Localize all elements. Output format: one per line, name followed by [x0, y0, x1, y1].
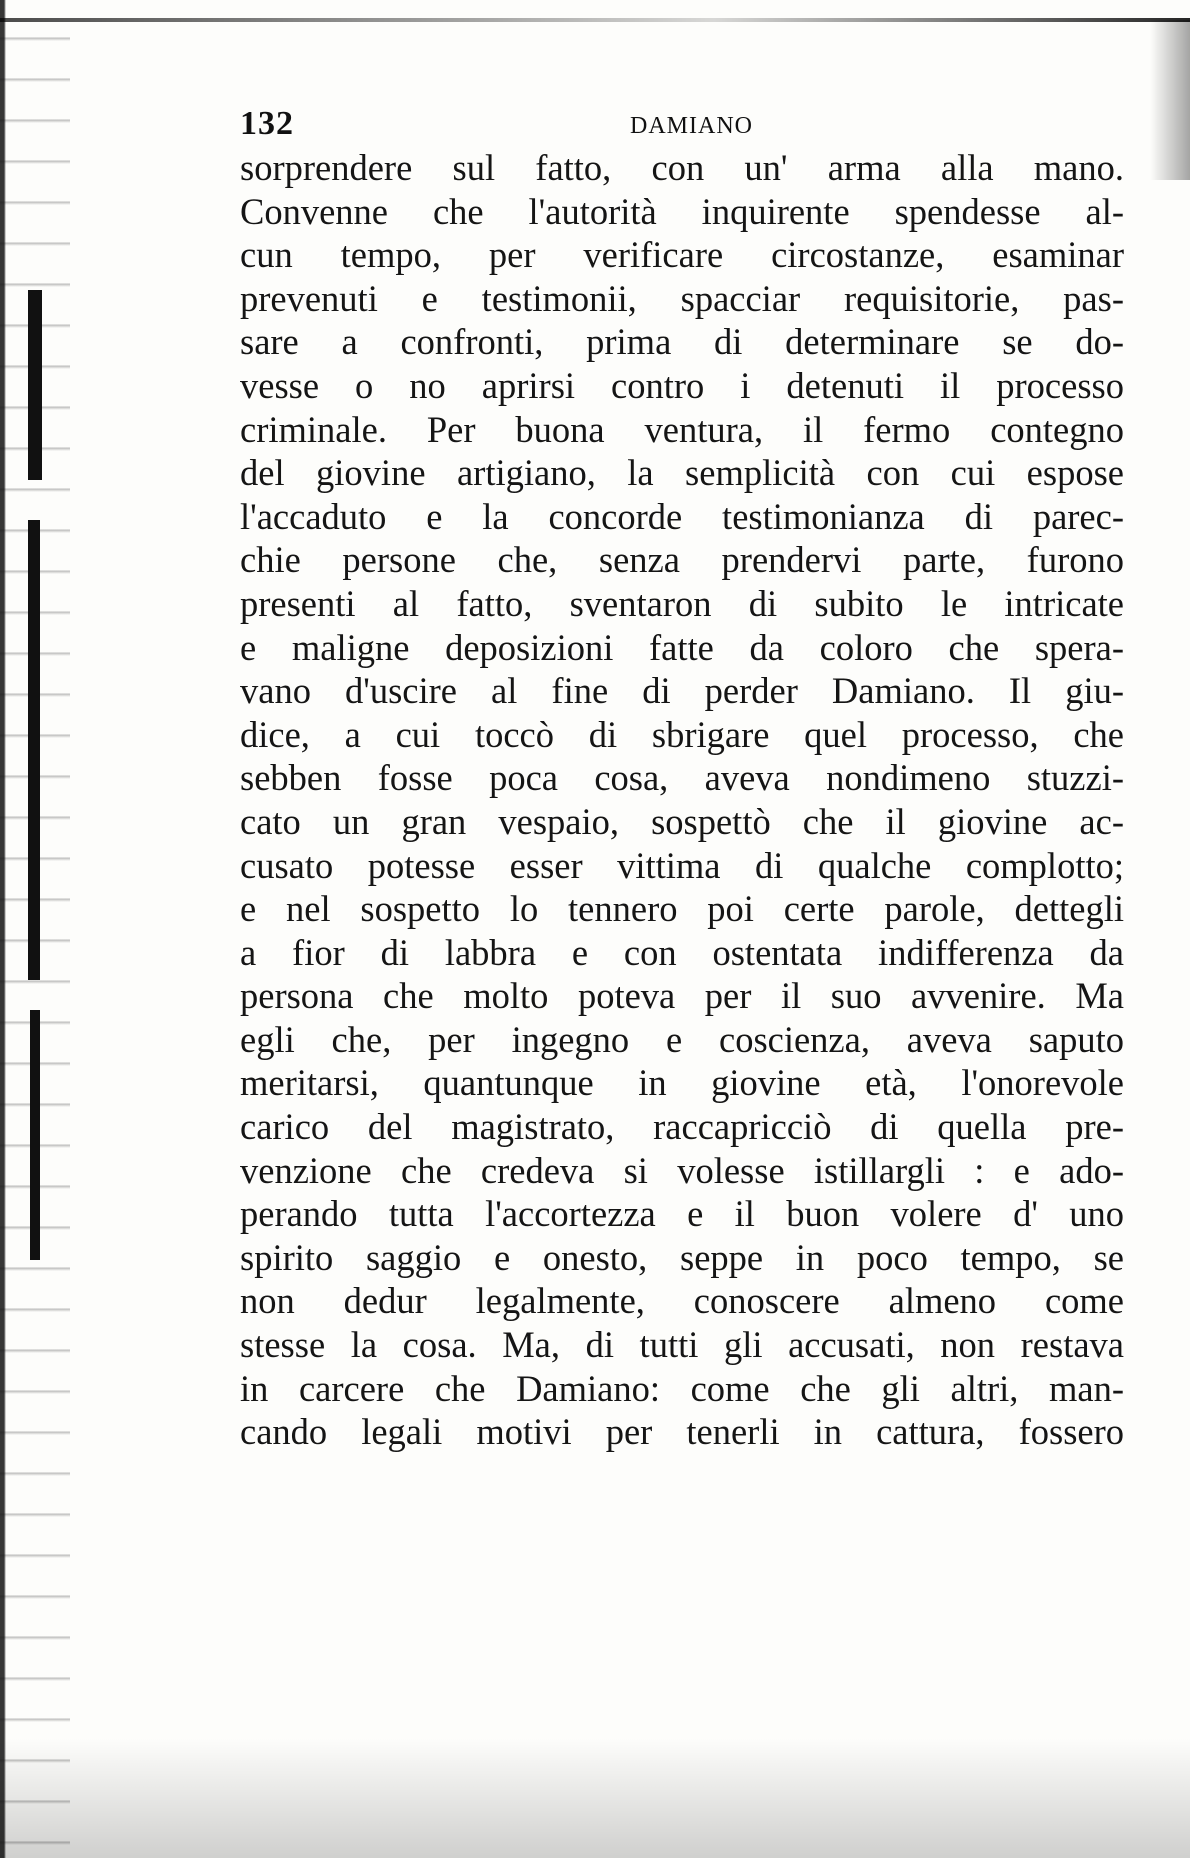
text-line: in carcere che Damiano: come che gli altri, man- [240, 1367, 1124, 1409]
text-line: prevenuti e testimonii, spacciar requisitorie, pas- [240, 277, 1124, 319]
text-line: vano d'uscire al fine di perder Damiano. Il giu- [240, 670, 1124, 712]
top-edge-shadow [0, 18, 1190, 22]
text-line: l'accaduto e la concorde testimonianza di parec- [240, 495, 1124, 537]
text-line: sebben fosse poca cosa, aveva nondimeno stuzzi- [240, 757, 1124, 799]
binding-mark [30, 1010, 40, 1260]
text-line: vesse o no aprirsi contro i detenuti il processo [240, 364, 1124, 406]
text-line: cato un gran vespaio, sospettò che il giovine ac- [240, 800, 1124, 842]
text-line: non dedur legalmente, conoscere almeno come [240, 1280, 1124, 1322]
text-line: presenti al fatto, sventaron di subito le intricate [240, 582, 1124, 624]
text-line: criminale. Per buona ventura, il fermo contegno [240, 408, 1124, 450]
text-line: stesse la cosa. Ma, di tutti gli accusati, non restava [240, 1324, 1124, 1366]
text-line: chie persone che, senza prendervi parte, furono [240, 539, 1124, 581]
text-line: a fior di labbra e con ostentata indifferenza da [240, 931, 1124, 973]
text-line: meritarsi, quantunque in giovine età, l'onorevole [240, 1062, 1124, 1104]
body-text [240, 146, 1124, 1454]
text-line: spirito saggio e onesto, seppe in poco tempo, se [240, 1236, 1124, 1278]
text-line: del giovine artigiano, la semplicità con cui espose [240, 452, 1124, 494]
text-line: dice, a cui toccò di sbrigare quel processo, che [240, 713, 1124, 755]
text-line: cando legali motivi per tenerli in cattura, fossero [240, 1411, 1124, 1453]
text-line: e nel sospetto lo tennero poi certe parole, dettegli [240, 888, 1124, 930]
binding-shadow [0, 0, 70, 1858]
text-line: sorprendere sul fatto, con un' arma alla mano. [240, 147, 1124, 188]
text-line: venzione che credeva si volesse istillargli : e ado- [240, 1149, 1124, 1191]
text-line: carico del magistrato, raccapricciò di quella pre- [240, 1106, 1124, 1148]
running-head: DAMIANO [630, 113, 753, 139]
text-line: perando tutta l'accortezza e il buon volere d' uno [240, 1193, 1124, 1235]
binding-mark [28, 290, 42, 480]
text-line: cun tempo, per verificare circostanze, esaminar [240, 234, 1124, 276]
text-line: sare a confronti, prima di determinare se do- [240, 321, 1124, 363]
text-line: cusato potesse esser vittima di qualche complotto; [240, 844, 1124, 886]
text-line: e maligne deposizioni fatte da coloro che spera- [240, 626, 1124, 668]
right-edge-shadow [1150, 20, 1190, 180]
text-line: egli che, per ingegno e coscienza, aveva saputo [240, 1018, 1124, 1060]
page-header [240, 105, 1120, 145]
text-line: persona che molto poteva per il suo avvenire. Ma [240, 975, 1124, 1017]
binding-mark [28, 520, 40, 980]
page-number: 132 [240, 105, 294, 142]
text-line: Convenne che l'autorità inquirente spendesse al- [240, 190, 1124, 232]
bottom-edge-shadow [0, 1738, 1190, 1858]
